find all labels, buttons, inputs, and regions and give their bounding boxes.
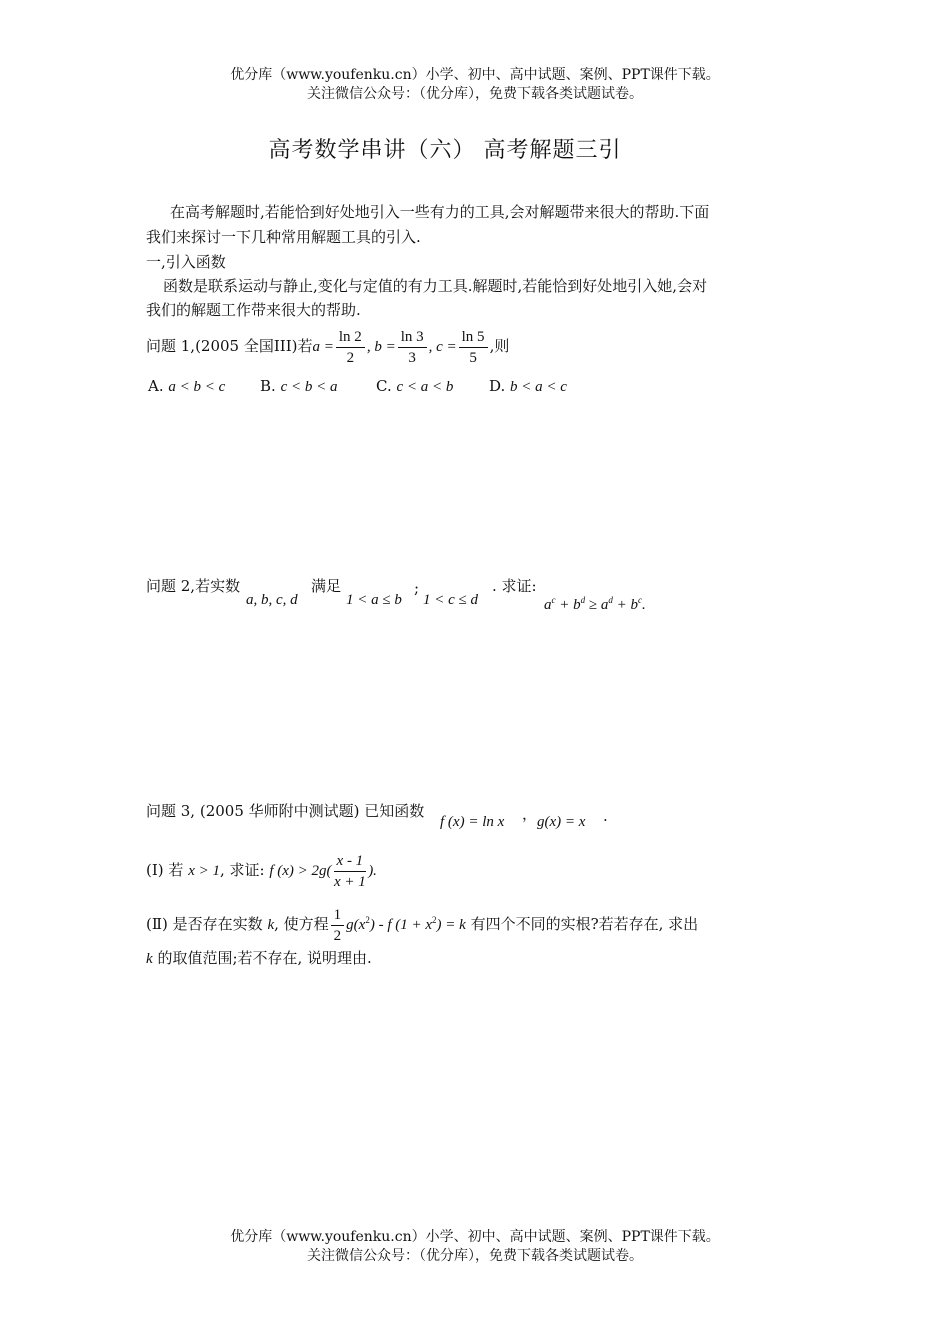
part-2-g-close: ) - [369,917,388,933]
part-2-half-fraction [331,905,345,946]
problem-1-stem [146,325,509,368]
problem-3-dot: . [603,807,608,825]
option-expression: a < b < c [168,379,226,395]
option-expression: c < a < b [396,379,454,395]
part-1-expression-lhs: f (x) > 2g( [269,863,332,879]
fraction-denominator: x + 1 [333,873,366,890]
problem-1-b-lhs: , b = [366,339,396,355]
part-1-condition: x > 1 [188,863,220,879]
problem-3-label: 问题 3, (2005 华师附中测试题) 已知函数 [146,802,425,820]
problem-2-condition-2: 1 < c ≤ d [423,592,479,608]
footer-line-2: 关注微信公众号：（优分库），免费下载各类试题试卷。 [307,1248,643,1264]
option-letter: C. [376,377,392,395]
fraction-denominator: 2 [333,927,342,944]
fraction-denominator: 3 [408,349,416,366]
ineq-exponent: c [551,595,556,605]
problem-2-condition-word: 满足 [311,577,342,595]
part-2-exponent: 2 [432,915,437,925]
option-expression: b < a < c [510,379,567,395]
section-para-line-1: 函数是联系运动与静止,变化与定值的有力工具.解题时,若能恰到好处地引入她,会对 [163,277,708,295]
problem-2-separator: ; [414,579,420,597]
intro-line-1: 在高考解题时,若能恰到好处地引入一些有力的工具,会对解题带来很大的帮助.下面 [170,203,710,221]
part-2-f-close: ) = k [436,917,466,933]
part-2-exponent: 2 [365,915,370,925]
ineq-exponent: d [580,595,586,605]
footer-line-1: 优分库（www.youfenku.cn）小学、初中、高中试题、案例、PPT课件下载。 [230,1229,720,1245]
problem-1-option-d [489,376,567,397]
fraction-numerator: 1 [331,905,345,926]
fraction-numerator: ln 2 [336,327,365,348]
option-expression: c < b < a [280,379,338,395]
problem-3-g-definition: g(x) = x [537,814,586,830]
option-letter: D. [489,377,506,395]
problem-1-option-c [376,376,453,397]
section-heading: 一,引入函数 [146,253,226,271]
ineq-term: ≥ a [585,597,609,613]
ineq-term: a [544,597,552,613]
part-2-mid: , 使方程 [274,915,329,933]
part-1-fraction [334,851,367,892]
problem-1-a-lhs: a = [312,339,334,355]
header-line-2: 关注微信公众号：（优分库），免费下载各类试题试卷。 [307,86,643,102]
header-line-1: 优分库（www.youfenku.cn）小学、初中、高中试题、案例、PPT课件下载。 [230,67,720,83]
part-2-line-2-tail: 的取值范围;若不存在, 说明理由. [152,949,372,967]
problem-1-a-fraction [336,327,365,368]
option-letter: A. [148,377,164,395]
part-2-k: k [267,917,275,933]
problem-1-c-fraction [459,327,488,368]
part-2-g-term: g(x [346,917,366,933]
page-title: 高考数学串讲（六） 高考解题三引 [268,138,622,163]
problem-2-inequality [544,590,646,615]
problem-3-comma: ， [522,805,538,823]
part-1-expression-rhs: ). [368,863,377,879]
problem-3-part-1 [146,848,377,893]
problem-1-option-a [148,376,225,397]
part-1-prove-word: , 求证: [219,861,265,879]
part-1-label: (Ⅰ) 若 [146,861,184,879]
problem-1-b-fraction [398,327,427,368]
problem-1-option-b [260,376,337,397]
problem-1-label: 问题 1,(2005 全国III)若 [146,337,313,355]
fraction-numerator: x - 1 [334,851,367,872]
problem-2-condition-1: 1 < a ≤ b [346,592,402,608]
part-2-tail: 有四个不同的实根?若若存在, 求出 [465,915,699,933]
fraction-numerator: ln 3 [398,327,427,348]
problem-3-f-definition: f (x) = ln x [440,814,505,830]
ineq-term: + b [555,597,581,613]
problem-1-tail: ,则 [489,337,510,355]
problem-2-label: 问题 2,若实数 [146,577,241,595]
problem-2-variables: a, b, c, d [246,592,298,608]
intro-line-2: 我们来探讨一下几种常用解题工具的引入. [146,228,421,246]
part-2-f-term: f (1 + x [387,917,433,933]
problem-3-part-2 [146,898,698,947]
problem-1-c-lhs: , c = [428,339,457,355]
part-2-label: (Ⅱ) 是否存在实数 [146,915,263,933]
ineq-term: + b [612,597,638,613]
ineq-exponent: d [608,595,613,605]
problem-3-part-2-line-2 [146,948,372,969]
section-para-line-2: 我们的解题工作带来很大的帮助. [146,301,361,319]
fraction-denominator: 2 [346,349,355,366]
problem-2-prove-word: . 求证: [492,577,537,595]
ineq-exponent: c [637,595,642,605]
ineq-end: . [641,597,646,613]
option-letter: B. [260,377,276,395]
fraction-numerator: ln 5 [459,327,488,348]
part-2-line-2-k: k [146,951,153,967]
fraction-denominator: 5 [469,349,477,366]
